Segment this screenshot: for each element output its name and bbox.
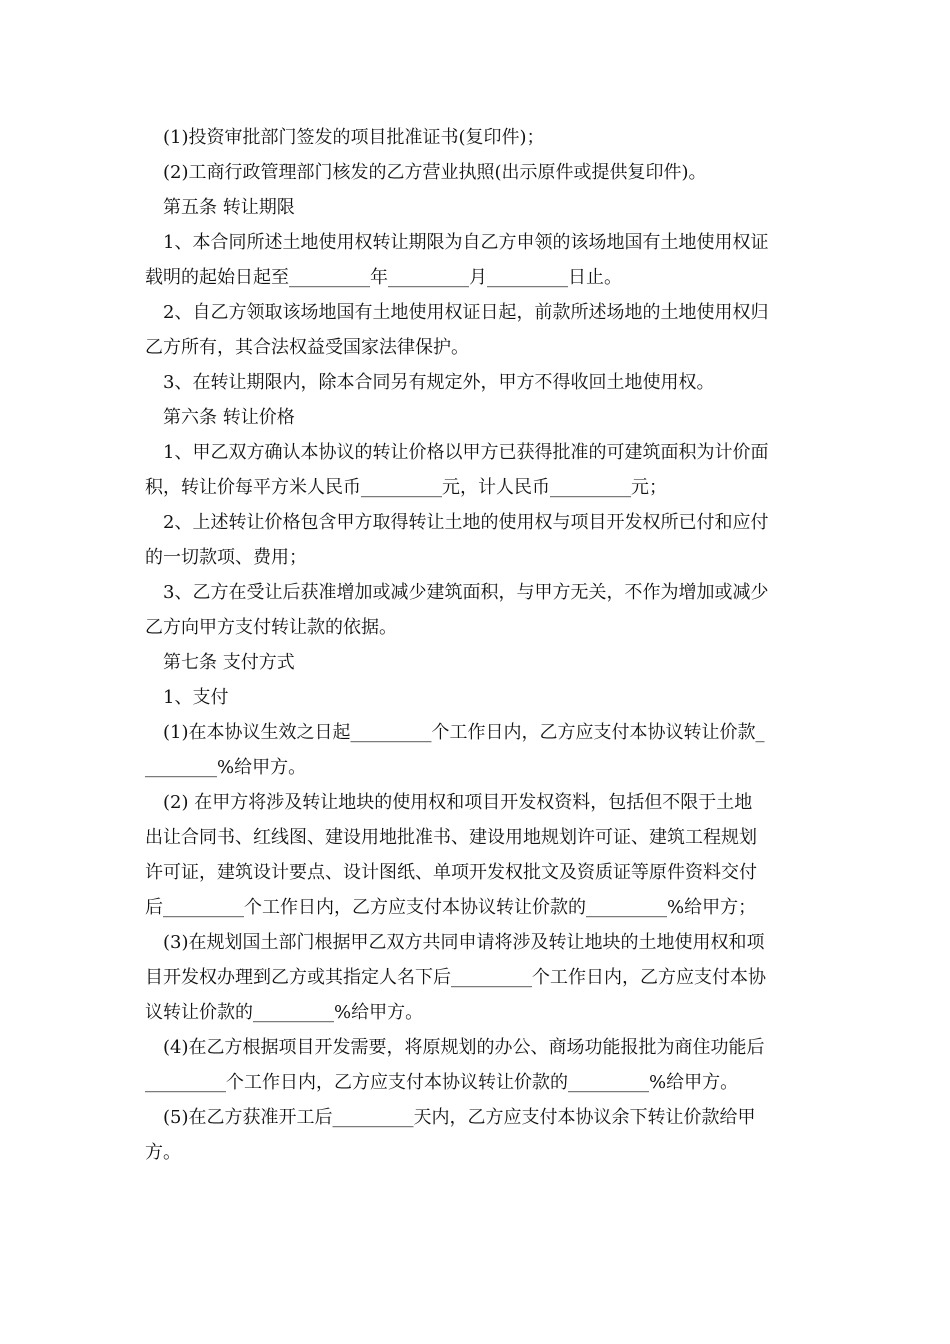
text-line: 乙方向甲方支付转让款的依据。 <box>145 617 397 638</box>
text-line: 第七条 支付方式 <box>163 652 295 673</box>
text-line: 方。 <box>145 1142 181 1163</box>
text-line: 第六条 转让价格 <box>163 407 295 428</box>
text-line: 积，转让价每平方米人民币_________元，计人民币_________元； <box>145 477 667 498</box>
text-line: (3)在规划国土部门根据甲乙双方共同申请将涉及转让地块的土地使用权和项 <box>163 932 765 953</box>
text-line: (4)在乙方根据项目开发需要，将原规划的办公、商场功能报批为商住功能后 <box>163 1037 765 1058</box>
text-line: 1、支付 <box>163 687 229 708</box>
text-line: 1、本合同所述土地使用权转让期限为自乙方申领的该场地国有土地使用权证 <box>163 232 769 253</box>
text-line: 第五条 转让期限 <box>163 197 295 218</box>
text-line: 后_________个工作日内，乙方应支付本协议转让价款的_________%给甲方； <box>145 897 757 918</box>
text-line: 的一切款项、费用； <box>145 547 307 568</box>
text-line: _________个工作日内，乙方应支付本协议转让价款的_________%给甲方。 <box>145 1072 739 1093</box>
document-body <box>145 120 809 1170</box>
text-line: (2) 在甲方将涉及转让地块的使用权和项目开发权资料，包括但不限于土地 <box>163 792 753 813</box>
text-line: (1)在本协议生效之日起_________个工作日内，乙方应支付本协议转让价款_ <box>163 722 765 743</box>
text-line: ________%给甲方。 <box>145 757 307 778</box>
text-line: 乙方所有，其合法权益受国家法律保护。 <box>145 337 469 358</box>
text-line: 议转让价款的_________%给甲方。 <box>145 1002 424 1023</box>
text-line: 3、在转让期限内，除本合同另有规定外，甲方不得收回土地使用权。 <box>163 372 715 393</box>
text-line: 目开发权办理到乙方或其指定人名下后_________个工作日内，乙方应支付本协 <box>145 967 766 988</box>
text-line: 1、甲乙双方确认本协议的转让价格以甲方已获得批准的可建筑面积为计价面 <box>163 442 769 463</box>
text-line: 载明的起始日起至_________年_________月_________日止。 <box>145 267 622 288</box>
text-line: 2、自乙方领取该场地国有土地使用权证日起，前款所述场地的土地使用权归 <box>163 302 769 323</box>
text-line: (5)在乙方获准开工后_________天内，乙方应支付本协议余下转让价款给甲 <box>163 1107 756 1128</box>
text-line: 3、乙方在受让后获准增加或减少建筑面积，与甲方无关，不作为增加或减少 <box>163 582 769 603</box>
text-line: (1)投资审批部门签发的项目批准证书(复印件)； <box>163 127 545 148</box>
text-line: 许可证，建筑设计要点、设计图纸、单项开发权批文及资质证等原件资料交付 <box>145 862 757 883</box>
text-line: 出让合同书、红线图、建设用地批准书、建设用地规划许可证、建筑工程规划 <box>145 827 757 848</box>
text-line: (2)工商行政管理部门核发的乙方营业执照(出示原件或提供复印件)。 <box>163 162 707 183</box>
text-line: 2、上述转让价格包含甲方取得转让土地的使用权与项目开发权所已付和应付 <box>163 512 769 533</box>
